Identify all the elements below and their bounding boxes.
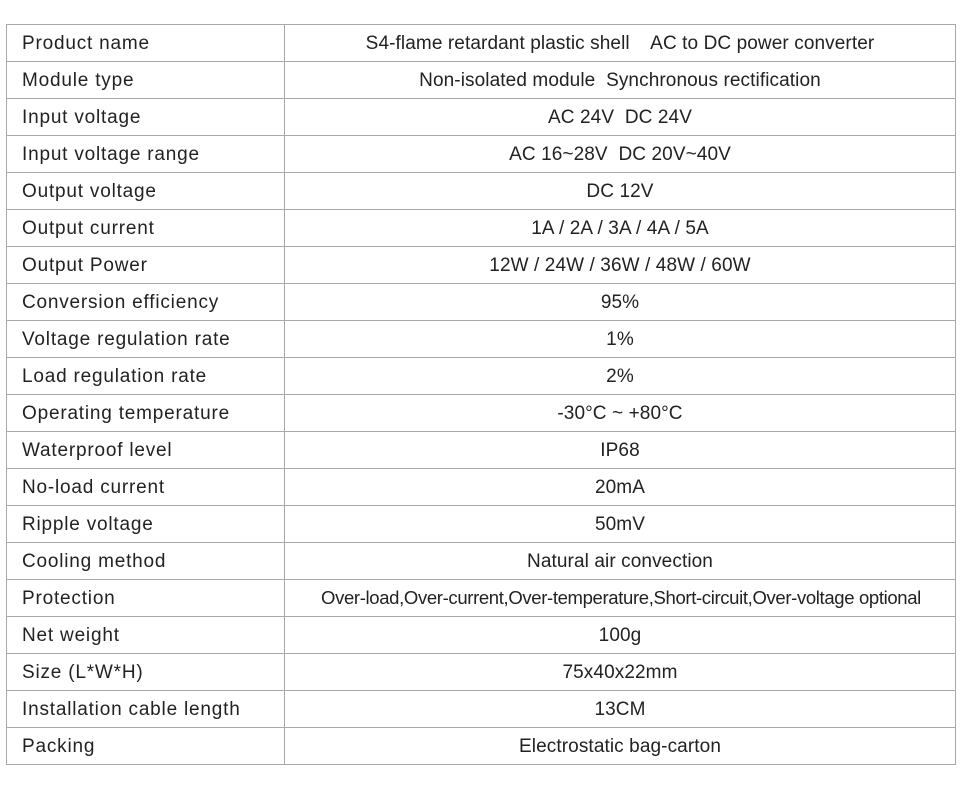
row-value: 100g [285, 617, 956, 654]
row-label: Protection [7, 580, 285, 617]
spec-table-body [7, 25, 956, 765]
table-row-operating-temperature [7, 395, 956, 432]
row-value: IP68 [285, 432, 956, 469]
row-label: Ripple voltage [7, 506, 285, 543]
row-value: 1A / 2A / 3A / 4A / 5A [285, 210, 956, 247]
row-value: 95% [285, 284, 956, 321]
table-row-input-voltage [7, 99, 956, 136]
row-label: Output voltage [7, 173, 285, 210]
row-value: S4-flame retardant plastic shell AC to DC power converter [285, 25, 956, 62]
table-row-size [7, 654, 956, 691]
row-value: DC 12V [285, 173, 956, 210]
row-value: Natural air convection [285, 543, 956, 580]
row-label: Output current [7, 210, 285, 247]
row-value: -30°C ~ +80°C [285, 395, 956, 432]
table-row-cooling-method [7, 543, 956, 580]
table-row-waterproof-level [7, 432, 956, 469]
table-row-net-weight [7, 617, 956, 654]
row-value: 1% [285, 321, 956, 358]
row-value: 20mA [285, 469, 956, 506]
row-label: Installation cable length [7, 691, 285, 728]
row-label: Product name [7, 25, 285, 62]
row-value: AC 16~28V DC 20V~40V [285, 136, 956, 173]
row-label: Voltage regulation rate [7, 321, 285, 358]
row-label: Input voltage [7, 99, 285, 136]
row-label: Size (L*W*H) [7, 654, 285, 691]
row-value: 50mV [285, 506, 956, 543]
table-row-output-power [7, 247, 956, 284]
row-value: 75x40x22mm [285, 654, 956, 691]
spec-table [6, 24, 956, 765]
row-label: Cooling method [7, 543, 285, 580]
row-value: 2% [285, 358, 956, 395]
row-label: Load regulation rate [7, 358, 285, 395]
row-value: Non-isolated module Synchronous rectification [285, 62, 956, 99]
row-label: No-load current [7, 469, 285, 506]
table-row-voltage-regulation-rate [7, 321, 956, 358]
table-row-load-regulation-rate [7, 358, 956, 395]
row-label: Packing [7, 728, 285, 765]
row-value: 13CM [285, 691, 956, 728]
row-label: Module type [7, 62, 285, 99]
table-row-conversion-efficiency [7, 284, 956, 321]
row-value: 12W / 24W / 36W / 48W / 60W [285, 247, 956, 284]
row-label: Net weight [7, 617, 285, 654]
table-row-input-voltage-range [7, 136, 956, 173]
row-value: AC 24V DC 24V [285, 99, 956, 136]
row-label: Output Power [7, 247, 285, 284]
table-row-packing [7, 728, 956, 765]
table-row-output-current [7, 210, 956, 247]
table-row-no-load-current [7, 469, 956, 506]
row-label: Waterproof level [7, 432, 285, 469]
table-row-protection [7, 580, 956, 617]
row-label: Input voltage range [7, 136, 285, 173]
row-label: Operating temperature [7, 395, 285, 432]
table-row-ripple-voltage [7, 506, 956, 543]
table-row-output-voltage [7, 173, 956, 210]
table-row-module-type [7, 62, 956, 99]
table-row-product-name [7, 25, 956, 62]
row-label: Conversion efficiency [7, 284, 285, 321]
table-row-installation-cable-length [7, 691, 956, 728]
row-value: Electrostatic bag-carton [285, 728, 956, 765]
row-value: Over-load,Over-current,Over-temperature,Short-circuit,Over-voltage optional [285, 580, 956, 617]
